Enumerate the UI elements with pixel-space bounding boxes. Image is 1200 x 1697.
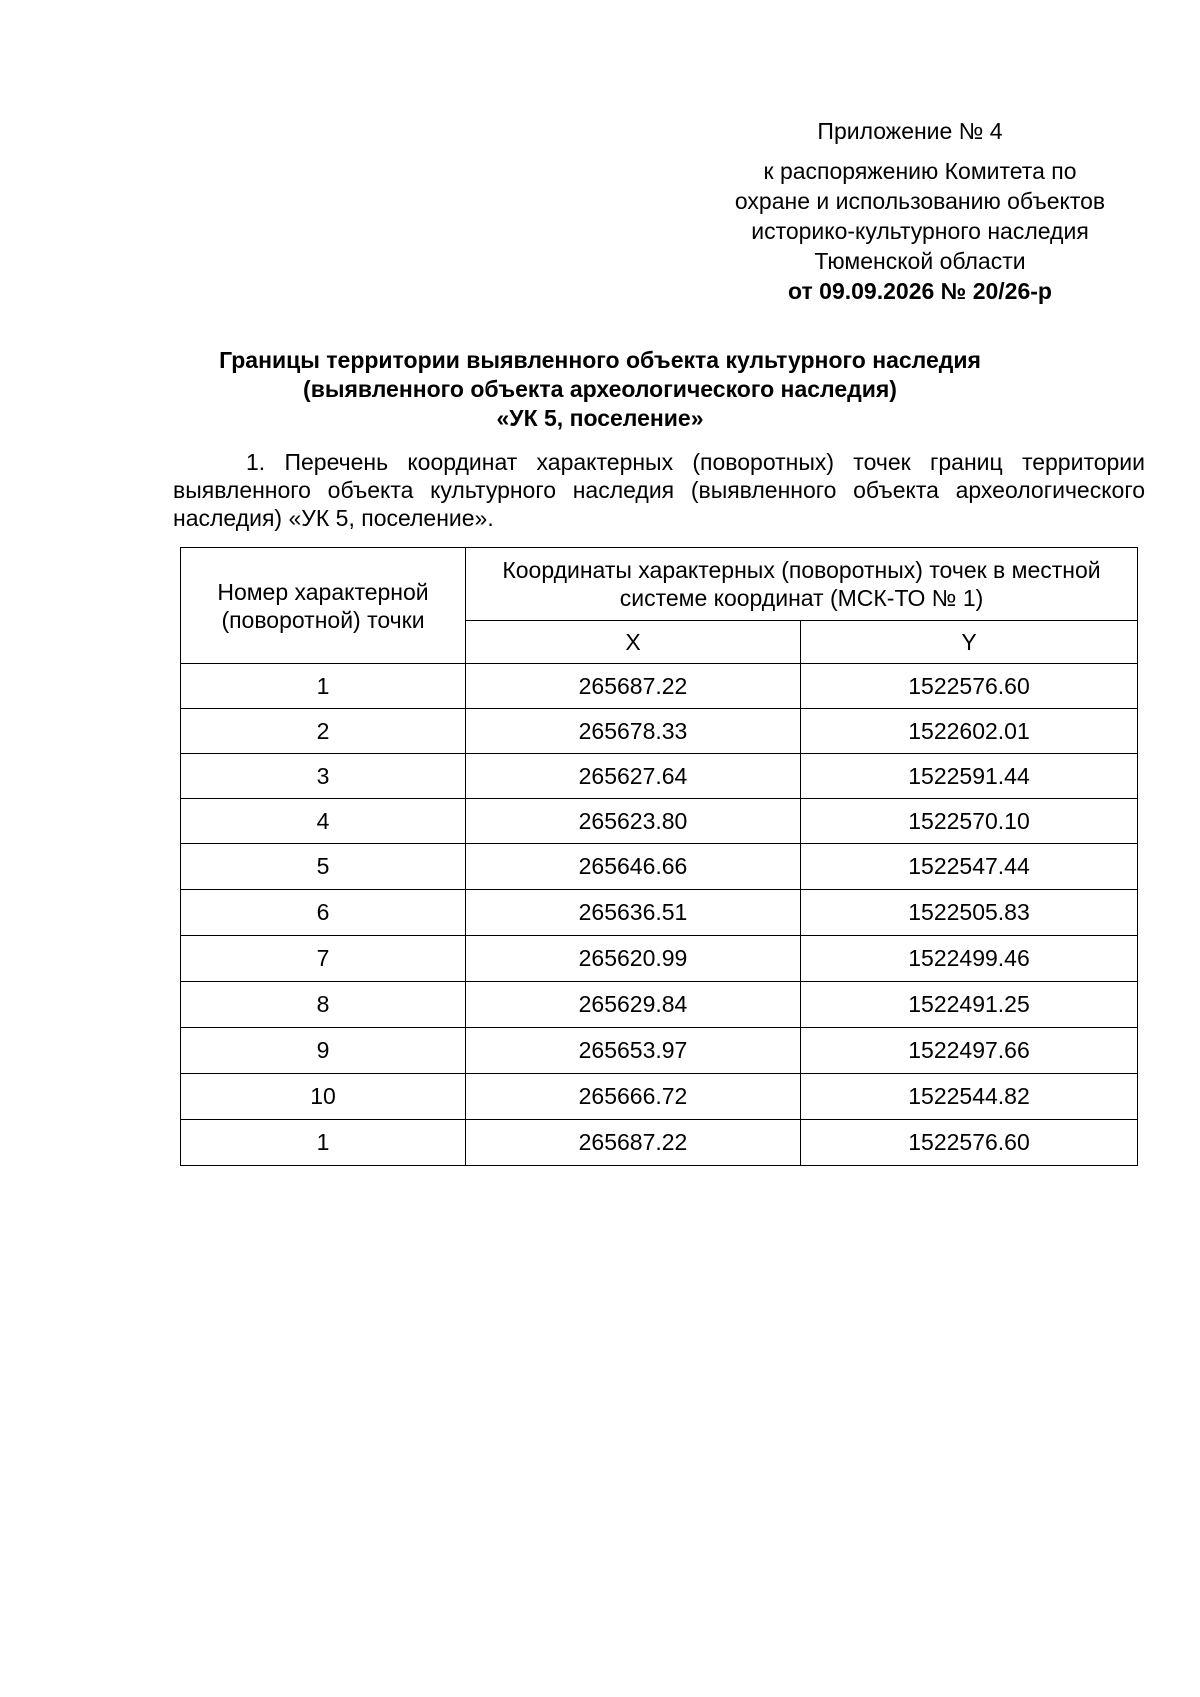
coordinates-header: Координаты характерных (поворотных) точек в местной системе координат (МСК-ТО № 1) [466,548,1138,621]
appendix-label: Приложение № 4 [817,118,1003,144]
table-row [181,982,1138,1028]
y-coordinate-cell: 1522491.25 [801,982,1138,1028]
point-number-cell: 4 [181,799,466,844]
x-coordinate-cell: 265678.33 [466,709,801,754]
order-line: к распоряжению Комитета по [763,158,1077,184]
order-line: Тюменской области [814,248,1026,274]
x-header: X [466,621,801,664]
y-header: Y [801,621,1138,664]
x-coordinate-cell: 265623.80 [466,799,801,844]
point-number-cell: 8 [181,982,466,1028]
title-line: (выявленного объекта археологического наследия) [303,376,897,402]
y-coordinate-cell: 1522570.10 [801,799,1138,844]
x-coordinate-cell: 265636.51 [466,890,801,936]
y-coordinate-cell: 1522576.60 [801,664,1138,709]
x-coordinate-cell: 265629.84 [466,982,801,1028]
point-number-cell: 10 [181,1074,466,1120]
point-number-cell: 2 [181,709,466,754]
table-row [181,890,1138,936]
y-coordinate-cell: 1522576.60 [801,1120,1138,1166]
y-coordinate-cell: 1522591.44 [801,754,1138,799]
y-coordinate-cell: 1522602.01 [801,709,1138,754]
y-coordinate-cell: 1522499.46 [801,936,1138,982]
order-line: охране и использованию объектов [734,188,1106,214]
point-number-cell: 1 [181,664,466,709]
title-line: «УК 5, поселение» [496,405,704,431]
point-number-cell: 3 [181,754,466,799]
title-line: Границы территории выявленного объекта культурного наследия [219,347,981,373]
table-row [181,844,1138,890]
x-coordinate-cell: 265646.66 [466,844,801,890]
x-coordinate-cell: 265653.97 [466,1028,801,1074]
table-row [181,936,1138,982]
point-number-cell: 7 [181,936,466,982]
point-number-cell: 9 [181,1028,466,1074]
table-body [181,664,1138,1166]
coordinates-table [180,547,1138,1166]
order-line: историко-культурного наследия [751,218,1089,244]
order-reference-block [640,156,1200,306]
y-coordinate-cell: 1522497.66 [801,1028,1138,1074]
table-row [181,664,1138,709]
point-number-header: Номер характерной (поворотной) точки [181,548,466,664]
order-number: от 09.09.2026 № 20/26-р [788,278,1052,304]
table-row [181,799,1138,844]
x-coordinate-cell: 265627.64 [466,754,801,799]
point-number-cell: 1 [181,1120,466,1166]
x-coordinate-cell: 265687.22 [466,664,801,709]
table-row [181,1028,1138,1074]
y-coordinate-cell: 1522505.83 [801,890,1138,936]
table-row [181,709,1138,754]
table-row [181,1074,1138,1120]
point-number-cell: 6 [181,890,466,936]
intro-paragraph: 1. Перечень координат характерных (поворотных) точек границ территории выявленного объекта культурного наследия (выявленного объекта археологического наследия) «УК 5, поселение». [173,449,1145,531]
x-coordinate-cell: 265620.99 [466,936,801,982]
x-coordinate-cell: 265666.72 [466,1074,801,1120]
y-coordinate-cell: 1522544.82 [801,1074,1138,1120]
x-coordinate-cell: 265687.22 [466,1120,801,1166]
table-row [181,754,1138,799]
point-number-cell: 5 [181,844,466,890]
document-title [150,346,1050,433]
table-row [181,1120,1138,1166]
y-coordinate-cell: 1522547.44 [801,844,1138,890]
